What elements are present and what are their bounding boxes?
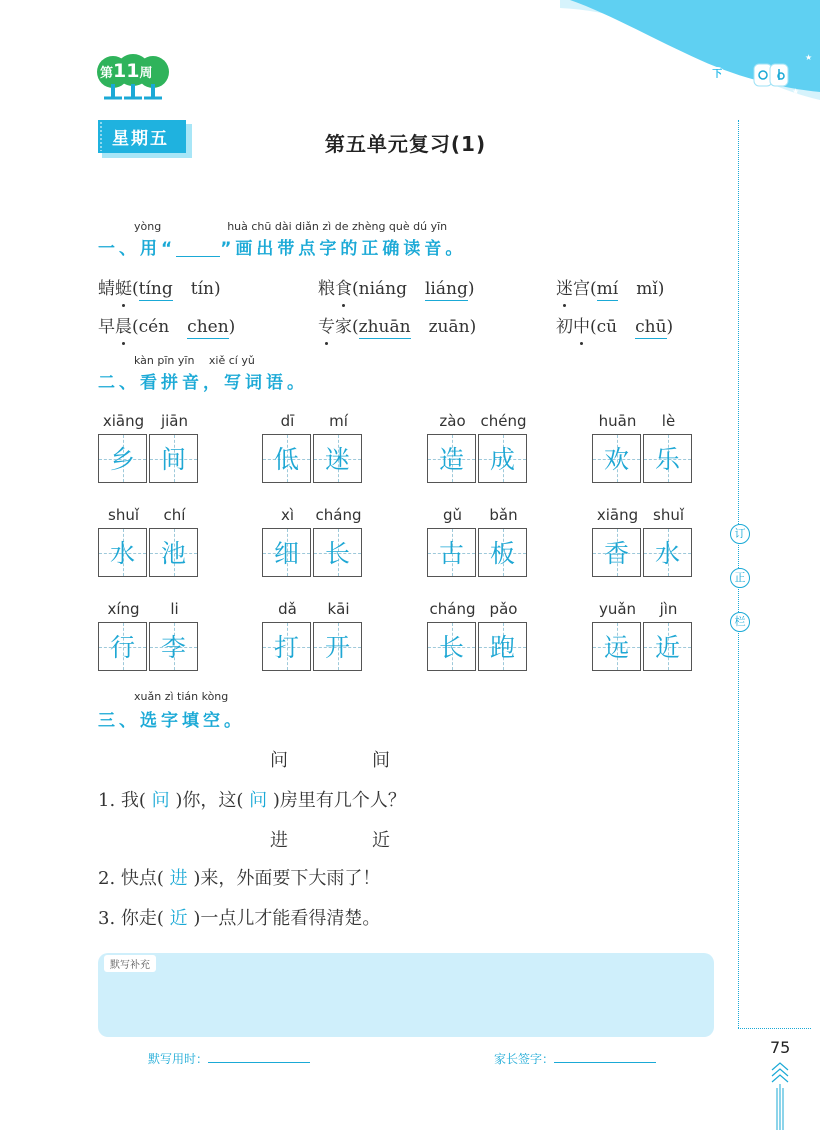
word-pinyin: bǎn bbox=[489, 506, 518, 524]
choice-word: 问 bbox=[270, 750, 288, 771]
fill-question: 3. 你走( 近 )一点儿才能看得清楚。 bbox=[98, 908, 381, 929]
word-pinyin: xiāng bbox=[102, 412, 145, 430]
word-pinyin: zào bbox=[439, 412, 466, 430]
tianzi-box[interactable] bbox=[149, 434, 198, 483]
parent-signature-field: 家长签字： bbox=[494, 1050, 656, 1067]
written-character: 板 bbox=[489, 539, 515, 568]
written-character: 跑 bbox=[489, 633, 515, 662]
word-pinyin: lè bbox=[661, 412, 676, 430]
word-pinyin: jìn bbox=[659, 600, 678, 618]
part1-answer: mí bbox=[596, 279, 619, 299]
written-character: 古 bbox=[438, 539, 464, 568]
written-character: 间 bbox=[160, 445, 186, 474]
word-pinyin: li bbox=[170, 600, 179, 618]
word-pinyin: kāi bbox=[327, 600, 350, 618]
header-banner bbox=[560, 0, 820, 110]
part1-item: 蜻蜓(tíng tín) bbox=[98, 279, 221, 299]
correction-label-char: 订 bbox=[730, 524, 750, 544]
svg-text:★: ★ bbox=[635, 71, 644, 81]
part3-pinyin: xuǎn zì tián kòng bbox=[134, 690, 229, 703]
tianzi-box[interactable] bbox=[592, 622, 641, 671]
word-pinyin: yuǎn bbox=[598, 600, 637, 618]
tianzi-box[interactable] bbox=[313, 434, 362, 483]
written-character: 池 bbox=[160, 539, 186, 568]
word-pinyin: chéng bbox=[480, 412, 527, 430]
dictation-notes-label: 默写补充 bbox=[104, 955, 156, 972]
up-arrows-icon bbox=[768, 1060, 792, 1130]
word-pinyin: pǎo bbox=[489, 600, 518, 618]
tianzi-box[interactable] bbox=[592, 528, 641, 577]
svg-text:★: ★ bbox=[792, 87, 800, 96]
written-character: 水 bbox=[109, 539, 135, 568]
word-pinyin: gǔ bbox=[442, 506, 463, 524]
book-cube-icon bbox=[752, 58, 790, 90]
dictation-notes-box[interactable] bbox=[98, 953, 714, 1037]
day-label: 星期五 bbox=[112, 129, 169, 149]
tianzi-box[interactable] bbox=[313, 622, 362, 671]
correction-label-char: 栏 bbox=[730, 612, 750, 632]
part1-answer: chen bbox=[187, 317, 229, 337]
written-character: 水 bbox=[654, 539, 680, 568]
banner-volume-badge: 下 bbox=[710, 67, 725, 82]
dictation-time-field: 默写用时： bbox=[148, 1050, 310, 1067]
tianzi-box[interactable] bbox=[98, 528, 147, 577]
week-label: 第11周 bbox=[100, 60, 153, 82]
page-title: 第五单元复习(1) bbox=[324, 132, 487, 156]
part1-answer: zhuān bbox=[358, 317, 411, 337]
choice-word: 进 bbox=[270, 830, 288, 851]
part1-item: 粮食(niáng liáng) bbox=[318, 279, 475, 299]
written-character: 乡 bbox=[109, 445, 135, 474]
written-character: 成 bbox=[489, 445, 515, 474]
correction-column-bottom bbox=[738, 1028, 811, 1029]
tianzi-box[interactable] bbox=[313, 528, 362, 577]
tianzi-box[interactable] bbox=[98, 434, 147, 483]
part1-pinyin: yòng huà chū dài diǎn zì de zhèng què dú yīn bbox=[134, 220, 448, 233]
word-pinyin: shuǐ bbox=[653, 506, 684, 524]
tianzi-box[interactable] bbox=[643, 528, 692, 577]
written-character: 造 bbox=[438, 445, 464, 474]
tianzi-box[interactable] bbox=[478, 528, 527, 577]
written-character: 行 bbox=[109, 633, 135, 662]
tianzi-box[interactable] bbox=[592, 434, 641, 483]
part1-item: 初中(cū chū) bbox=[556, 317, 674, 337]
part1-answer: tíng bbox=[138, 279, 173, 299]
fill-question: 2. 快点( 进 )来，外面要下大雨了！ bbox=[98, 868, 381, 889]
word-pinyin: shuǐ bbox=[108, 506, 139, 524]
word-pinyin: cháng bbox=[315, 506, 362, 524]
tianzi-box[interactable] bbox=[478, 434, 527, 483]
word-pinyin: huān bbox=[598, 412, 637, 430]
tianzi-box[interactable] bbox=[262, 622, 311, 671]
tianzi-box[interactable] bbox=[478, 622, 527, 671]
written-character: 李 bbox=[160, 633, 186, 662]
word-pinyin: dī bbox=[280, 412, 295, 430]
page-number: 75 bbox=[770, 1038, 791, 1057]
tianzi-box[interactable] bbox=[98, 622, 147, 671]
part1-answer: liáng bbox=[425, 279, 468, 299]
written-character: 欢 bbox=[603, 445, 629, 474]
part1-item: 专家(zhuān zuān) bbox=[318, 317, 477, 337]
part1-item: 迷宫(mí mǐ) bbox=[556, 279, 665, 299]
svg-text:★: ★ bbox=[805, 53, 813, 62]
part3-heading: 三、选字填空。 bbox=[98, 711, 245, 731]
part2-heading: 二、看拼音，写词语。 bbox=[98, 373, 308, 393]
written-character: 近 bbox=[654, 633, 680, 662]
part1-blank-line bbox=[176, 242, 220, 257]
choice-word: 间 bbox=[372, 750, 390, 771]
written-character: 低 bbox=[273, 445, 299, 474]
word-pinyin: xíng bbox=[107, 600, 140, 618]
written-character: 细 bbox=[273, 539, 299, 568]
written-character: 长 bbox=[438, 633, 464, 662]
fill-question: 1. 我( 问 )你，这( 问 )房里有几个人？ bbox=[98, 790, 406, 811]
written-character: 打 bbox=[273, 633, 299, 662]
tianzi-box[interactable] bbox=[643, 622, 692, 671]
written-character: 香 bbox=[603, 539, 629, 568]
written-character: 迷 bbox=[324, 445, 350, 474]
choice-word: 近 bbox=[372, 830, 390, 851]
part1-heading: 一、用“ ”画出带点字的正确读音。 bbox=[98, 239, 467, 259]
tianzi-box[interactable] bbox=[262, 434, 311, 483]
word-pinyin: xiāng bbox=[596, 506, 639, 524]
written-character: 乐 bbox=[654, 445, 680, 474]
word-pinyin: xì bbox=[280, 506, 295, 524]
part1-item: 早晨(cén chen) bbox=[98, 317, 236, 337]
tianzi-box[interactable] bbox=[427, 434, 476, 483]
word-pinyin: jiān bbox=[160, 412, 189, 430]
part2-pinyin: kàn pīn yīn xiě cí yǔ bbox=[134, 354, 255, 367]
written-character: 长 bbox=[324, 539, 350, 568]
tianzi-box[interactable] bbox=[427, 622, 476, 671]
tianzi-box[interactable] bbox=[643, 434, 692, 483]
correction-label-char: 正 bbox=[730, 568, 750, 588]
written-character: 开 bbox=[324, 633, 350, 662]
part1-answer: chū bbox=[635, 317, 667, 337]
tianzi-box[interactable] bbox=[427, 528, 476, 577]
word-pinyin: mí bbox=[329, 412, 348, 430]
tianzi-box[interactable] bbox=[149, 528, 198, 577]
tianzi-box[interactable] bbox=[262, 528, 311, 577]
tianzi-box[interactable] bbox=[149, 622, 198, 671]
written-character: 远 bbox=[603, 633, 629, 662]
word-pinyin: cháng bbox=[429, 600, 476, 618]
word-pinyin: chí bbox=[163, 506, 186, 524]
word-pinyin: dǎ bbox=[278, 600, 297, 618]
banner-grade-label: 一年级语文 下 bbox=[650, 64, 725, 82]
